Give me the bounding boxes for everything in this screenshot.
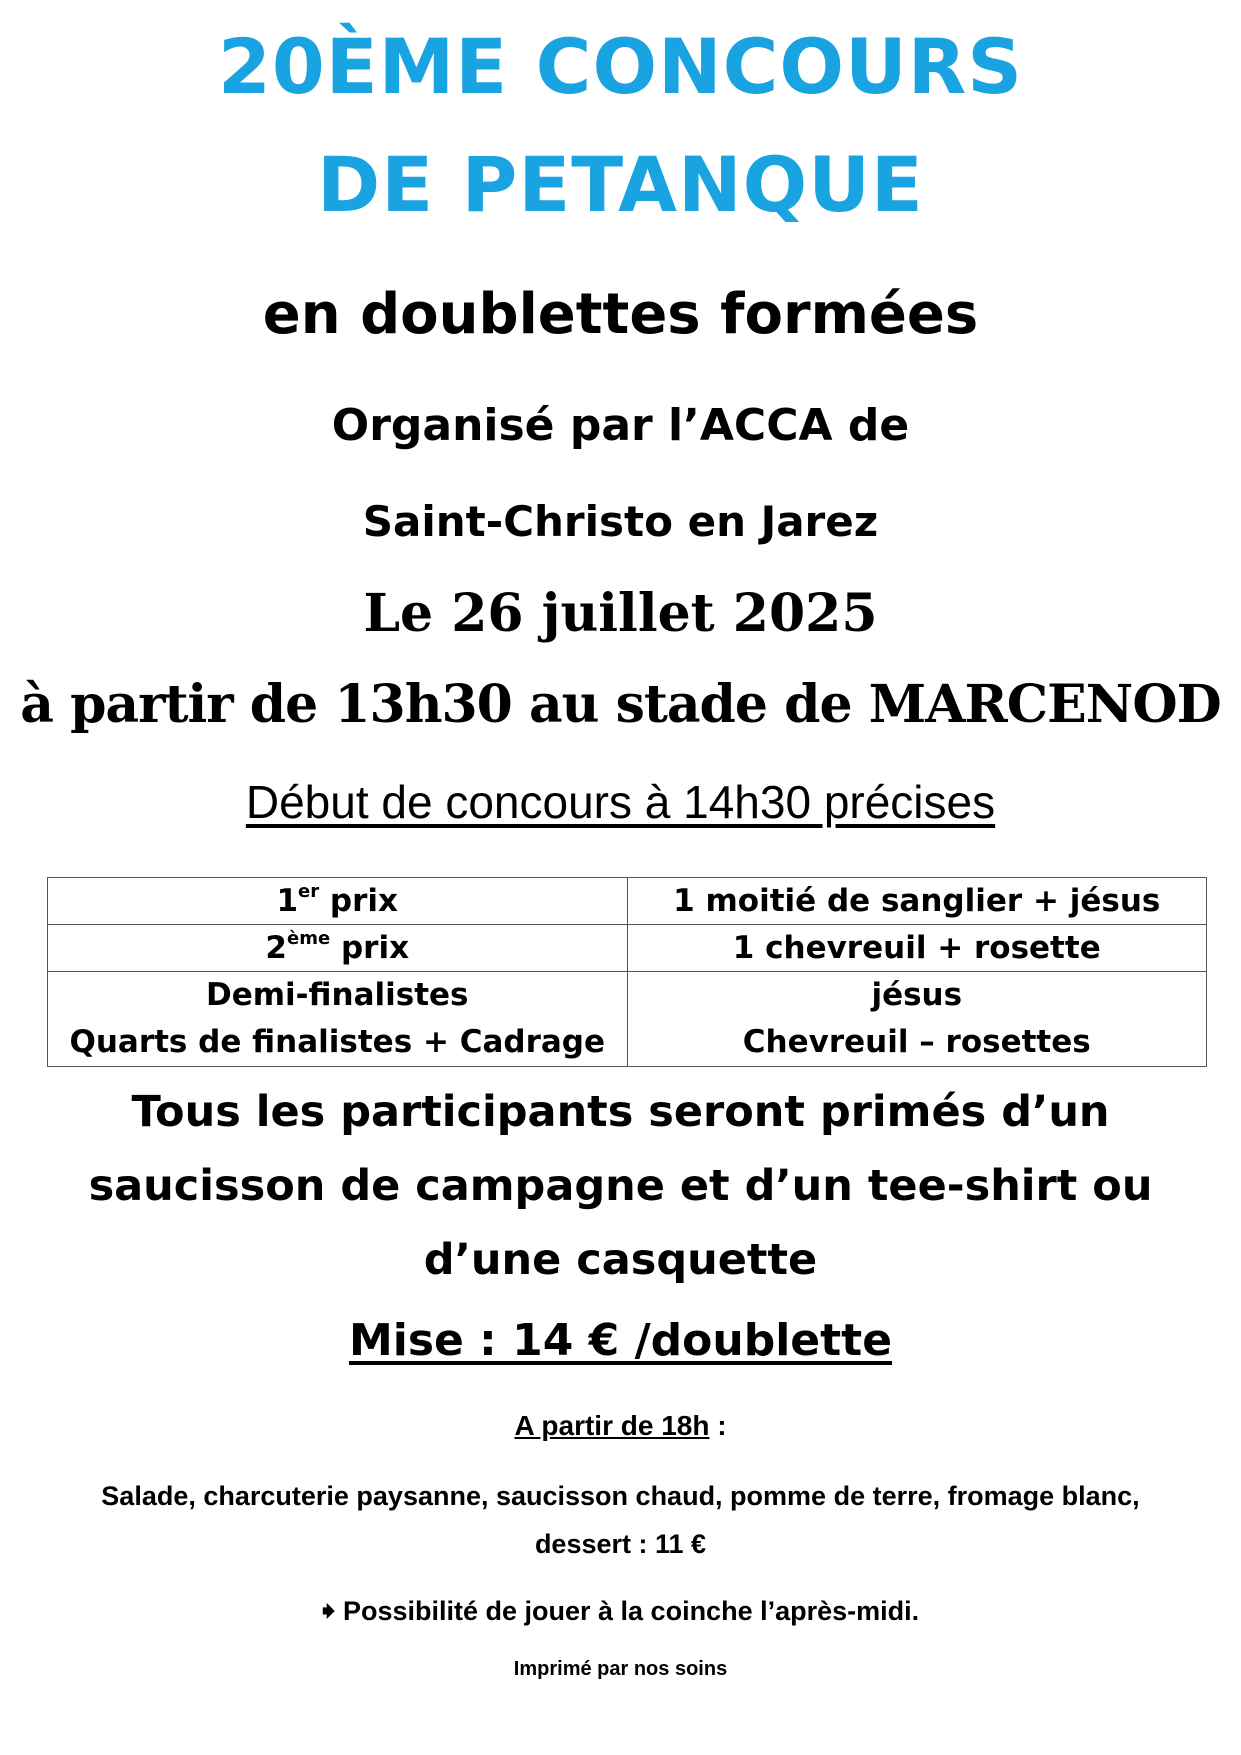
rank-word: prix — [330, 930, 410, 966]
prize-value — [627, 972, 1207, 1067]
organizer-line-1: Organisé par l’ACCA de — [331, 400, 910, 451]
stake-price: Mise : 14 € /doublette — [348, 1315, 893, 1366]
prize-value: 1 chevreuil + rosette — [627, 925, 1207, 972]
organizer-line-2: Saint-Christo en Jarez — [362, 497, 879, 546]
title-line-1: 20ÈME CONCOURS — [217, 22, 1024, 111]
prize-quarterfinal: Chevreuil – rosettes — [742, 1024, 1091, 1060]
dinner-heading — [0, 1410, 1241, 1442]
rank-word: prix — [319, 883, 399, 919]
rank-semifinal: Demi-finalistes — [205, 977, 469, 1013]
printed-footer: Imprimé par nos soins — [513, 1658, 728, 1680]
format-subtitle: en doublettes formées — [262, 282, 979, 347]
rank-quarterfinal: Quarts de finalistes + Cadrage — [69, 1024, 605, 1060]
coinche-note — [0, 1592, 1241, 1638]
prize-rank — [48, 972, 628, 1067]
coinche-text: Possibilité de jouer à la coinche l’après-midi. — [335, 1596, 920, 1626]
prize-row — [48, 878, 1207, 925]
prize-table — [47, 877, 1207, 1067]
dinner-menu: Salade, charcuterie paysanne, saucisson chaud, pomme de terre, fromage blanc, dessert : 11 € — [101, 1481, 1140, 1559]
rank-suffix: er — [298, 881, 320, 902]
rank-suffix: ème — [287, 928, 331, 949]
participants-line-3: d’une casquette — [423, 1235, 818, 1285]
dinner-heading-time: A partir de 18h — [514, 1410, 710, 1441]
participants-line-2: saucisson de campagne et d’un tee-shirt ou — [88, 1161, 1153, 1211]
participants-text — [0, 1075, 1241, 1297]
prize-rank — [48, 878, 628, 925]
rank-number: 2 — [265, 930, 287, 966]
title-line-2: DE PETANQUE — [317, 140, 924, 229]
prize-row — [48, 925, 1207, 972]
rank-number: 1 — [276, 883, 299, 919]
participants-line-1: Tous les participants seront primés d’un — [131, 1087, 1110, 1137]
dinner-heading-colon: : — [709, 1410, 727, 1441]
prize-rank — [48, 925, 628, 972]
arrow-right-icon: 🠺 — [321, 1596, 336, 1626]
prize-value: 1 moitié de sanglier + jésus — [627, 878, 1207, 925]
prize-semifinal: jésus — [871, 977, 963, 1013]
event-start: Début de concours à 14h30 précises — [245, 776, 996, 828]
event-time-place: à partir de 13h30 au stade de MARCENOD — [20, 674, 1221, 735]
prize-row — [48, 972, 1207, 1067]
event-date: Le 26 juillet 2025 — [363, 583, 878, 644]
